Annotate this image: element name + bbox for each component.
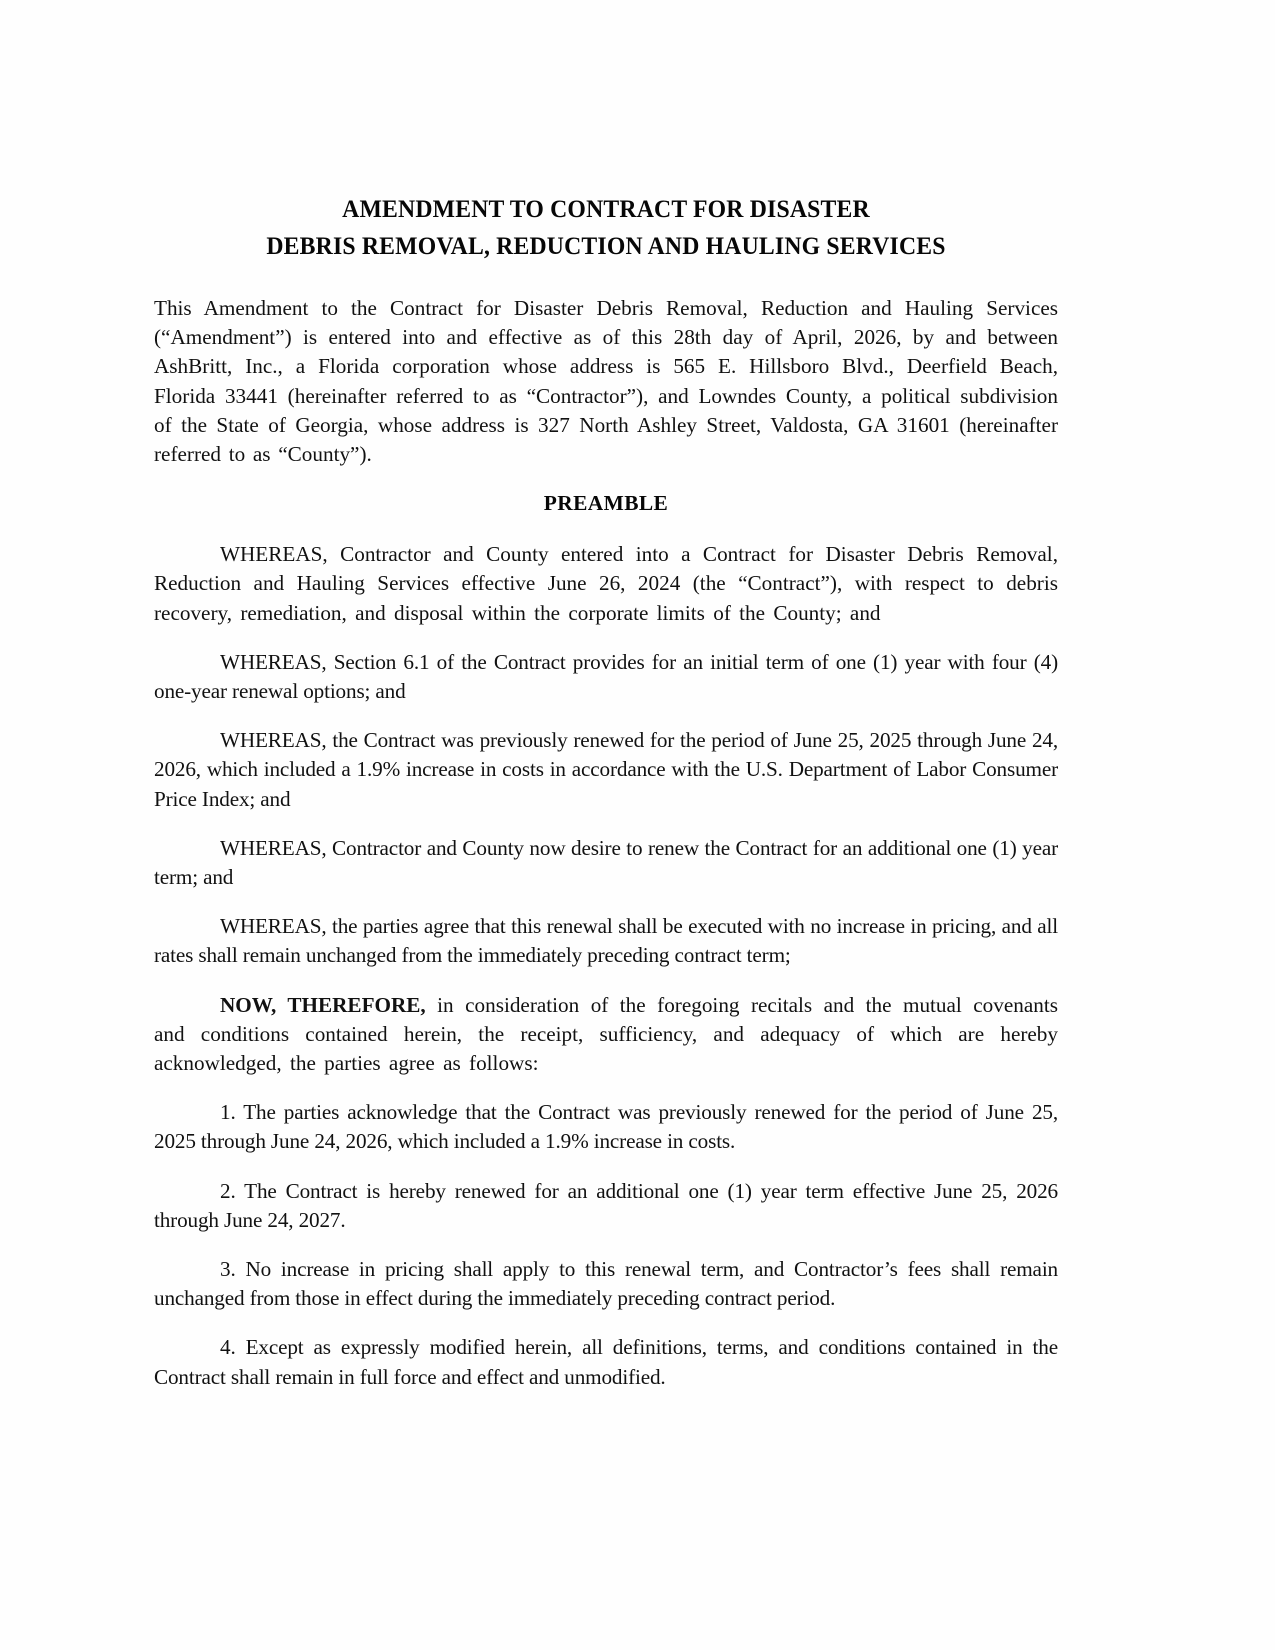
preamble-heading: PREAMBLE (543, 491, 669, 516)
numbered-item-3: 3. No increase in pricing shall apply to this renewal term, and Contractor’s fees shall remain unchanged from those in effect during the immediately preceding contract period. (154, 1257, 1058, 1311)
recital-1: WHEREAS, Contractor and County entered into a Contract for Disaster Debris Removal, Reduction and Hauling Services effective June 26, 2024 (the “Contract”), with respect to debris recovery, remediation, and disposal within the corporate limits of the County; and (154, 542, 1058, 625)
title-line-1: AMENDMENT TO CONTRACT FOR DISASTER (342, 194, 870, 223)
now-therefore-body: in consideration of the foregoing recitals and the mutual covenants and conditions contained herein, the receipt, sufficiency, and adequacy of which are hereby acknowledged, the parties agree as follows: (154, 992, 1058, 1076)
now-therefore-paragraph (154, 991, 1058, 1079)
recital-4: WHEREAS, Contractor and County now desire to renew the Contract for an additional one (1) year term; and (154, 835, 1058, 890)
document-body (154, 190, 1058, 1412)
recital-2: WHEREAS, Section 6.1 of the Contract provides for an initial term of one (1) year with four (4) one-year renewal options; and (154, 649, 1058, 704)
recital-5: WHEREAS, the parties agree that this renewal shall be executed with no increase in pricing, and all rates shall remain unchanged from the immediately preceding contract term; (154, 914, 1058, 968)
intro-paragraph: This Amendment to the Contract for Disaster Debris Removal, Reduction and Hauling Services (“Amendment”) is entered into and effective as of this 28th day of April, 2026, by and between AshBritt, Inc., a Florida corporation whose address is 565 E. Hillsboro Blvd., Deerfield Beach, Florida 33441 (hereinafter referred to as “Contractor”), and Lowndes County, a political subdivision of the State of Georgia, whose address is 327 North Ashley Street, Valdosta, GA 31601 (hereinafter referred to as “County”). (154, 296, 1058, 467)
now-therefore-lead-in: NOW, THEREFORE, (220, 992, 426, 1017)
numbered-item-1: 1. The parties acknowledge that the Contract was previously renewed for the period of June 25, 2025 through June 24, 2026, which included a 1.9% increase in costs. (154, 1100, 1058, 1154)
numbered-item-4: 4. Except as expressly modified herein, all definitions, terms, and conditions contained in the Contract shall remain in full force and effect and unmodified. (154, 1335, 1058, 1389)
title-line-2: DEBRIS REMOVAL, REDUCTION AND HAULING SERVICES (266, 231, 946, 260)
numbered-item-2: 2. The Contract is hereby renewed for an additional one (1) year term effective June 25, 2026 through June 24, 2027. (154, 1178, 1058, 1232)
recital-3: WHEREAS, the Contract was previously renewed for the period of June 25, 2025 through June 24, 2026, which included a 1.9% increase in costs in accordance with the U.S. Department of Labor Consumer Price Index; and (154, 728, 1058, 811)
document-title (154, 190, 1058, 264)
